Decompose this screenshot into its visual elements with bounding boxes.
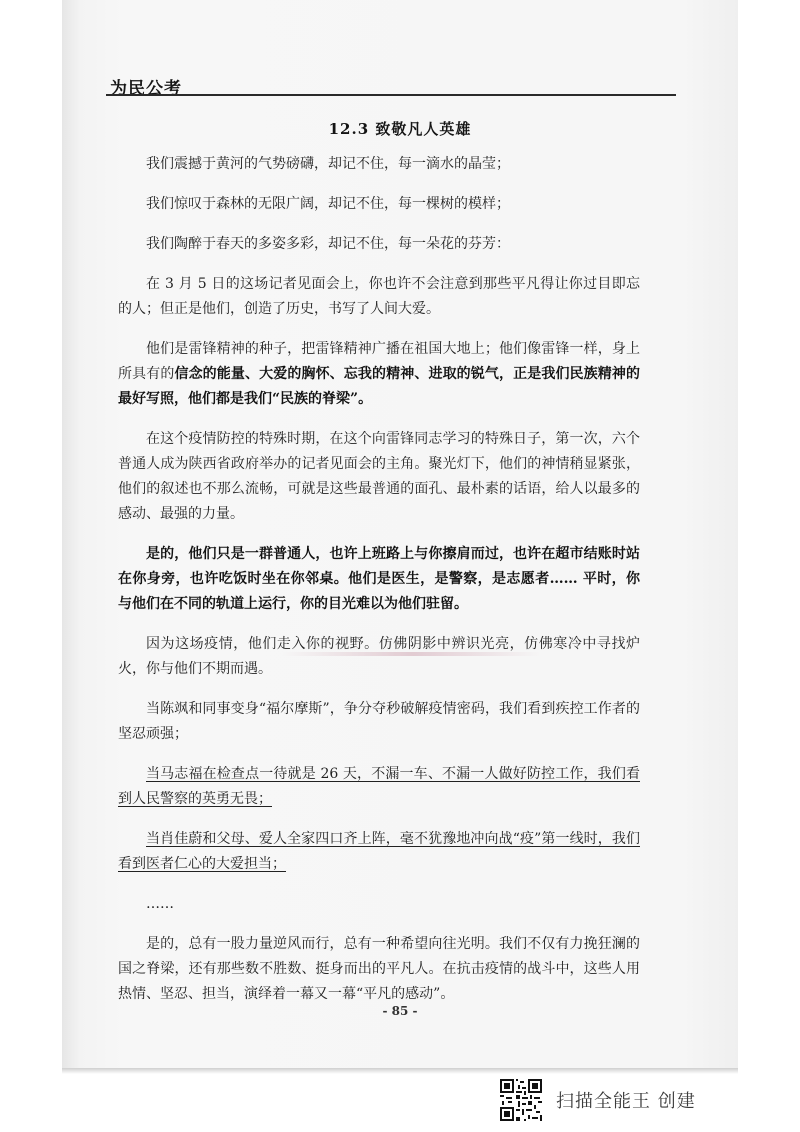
running-header: 为民公考	[110, 79, 182, 99]
scan-smudge	[282, 652, 542, 656]
qr-code-icon	[498, 1077, 544, 1123]
paragraph: 在 3 月 5 日的这场记者见面会上，你也许不会注意到那些平凡得让你过目即忘的人；但正是他们，创造了历史，书写了人间大爱。	[118, 276, 640, 317]
paragraph: 是的，总有一股力量逆风而行，总有一种希望向往光明。我们不仅有力挽狂澜的国之脊梁，还有那些数不胜数、挺身而出的平凡人。在抗击疫情的战斗中，这些人用热情、坚忍、担当，演绎着一幕又一幕“平凡的感动”。	[118, 936, 640, 1002]
bold-paragraph: 是的，他们只是一群普通人，也许上班路上与你擦肩而过，也许在超市结账时站在你身旁，也许吃饭时坐在你邻桌。他们是医生，是警察，是志愿者…… 平时，你与他们在不同的轨道上运行，你的目光难以为他们驻留。	[118, 546, 640, 612]
header-rule	[106, 94, 676, 96]
paragraph-text: 他们是雷锋精神的种子，把雷锋精神广播在祖国大地上；他们像雷锋一样，身上所具有的	[118, 341, 640, 382]
emphasized-text: 信念的能量、大爱的胸怀、忘我的精神、进取的锐气，正是我们民族精神的最好写照，他们都是我们“民族的脊梁”。	[118, 366, 641, 407]
paragraph: 我们惊叹于森林的无限广阔，却记不住，每一棵树的模样；	[146, 196, 510, 212]
article-body	[118, 152, 640, 1022]
underlined-paragraph	[118, 762, 640, 812]
scanner-label: 扫描全能王 创建	[556, 1091, 696, 1112]
section-title: 12.3 致敬凡人英雄	[328, 120, 472, 138]
underlined-paragraph	[118, 827, 640, 877]
paragraph: 当陈飒和同事变身“福尔摩斯”，争分夺秒破解疫情密码，我们看到疾控工作者的坚忍顽强；	[118, 701, 640, 742]
scanner-watermark	[498, 1078, 696, 1122]
paragraph: 我们陶醉于春天的多姿多彩，却记不住，每一朵花的芬芳：	[146, 236, 510, 252]
paragraph: 我们震撼于黄河的气势磅礴，却记不住，每一滴水的晶莹；	[146, 156, 510, 172]
underlined-text: 当马志福在检查点一待就是 26 天，不漏一车、不漏一人做好防控工作，我们看到人民警察的英勇无畏；	[118, 766, 640, 807]
scanned-page	[62, 0, 738, 1068]
page-shadow	[62, 1068, 738, 1074]
underlined-text: 当肖佳蔚和父母、爱人全家四口齐上阵，毫不犹豫地冲向战“疫”第一线时，我们看到医者仁心的大爱担当；	[118, 831, 640, 872]
paragraph	[118, 337, 640, 412]
paragraph: 在这个疫情防控的特殊时期，在这个向雷锋同志学习的特殊日子，第一次，六个普通人成为陕西省政府举办的记者见面会的主角。聚光灯下，他们的神情稍显紧张，他们的叙述也不那么流畅，可就是这些最普通的面孔、最朴素的话语，给人以最多的感动、最强的力量。	[118, 431, 640, 522]
ellipsis-line: ……	[146, 896, 174, 912]
paragraph: 因为这场疫情，他们走入你的视野。仿佛阴影中辨识光亮，仿佛寒冷中寻找炉火，你与他们不期而遇。	[118, 636, 640, 677]
page-number: - 85 -	[382, 1004, 418, 1018]
